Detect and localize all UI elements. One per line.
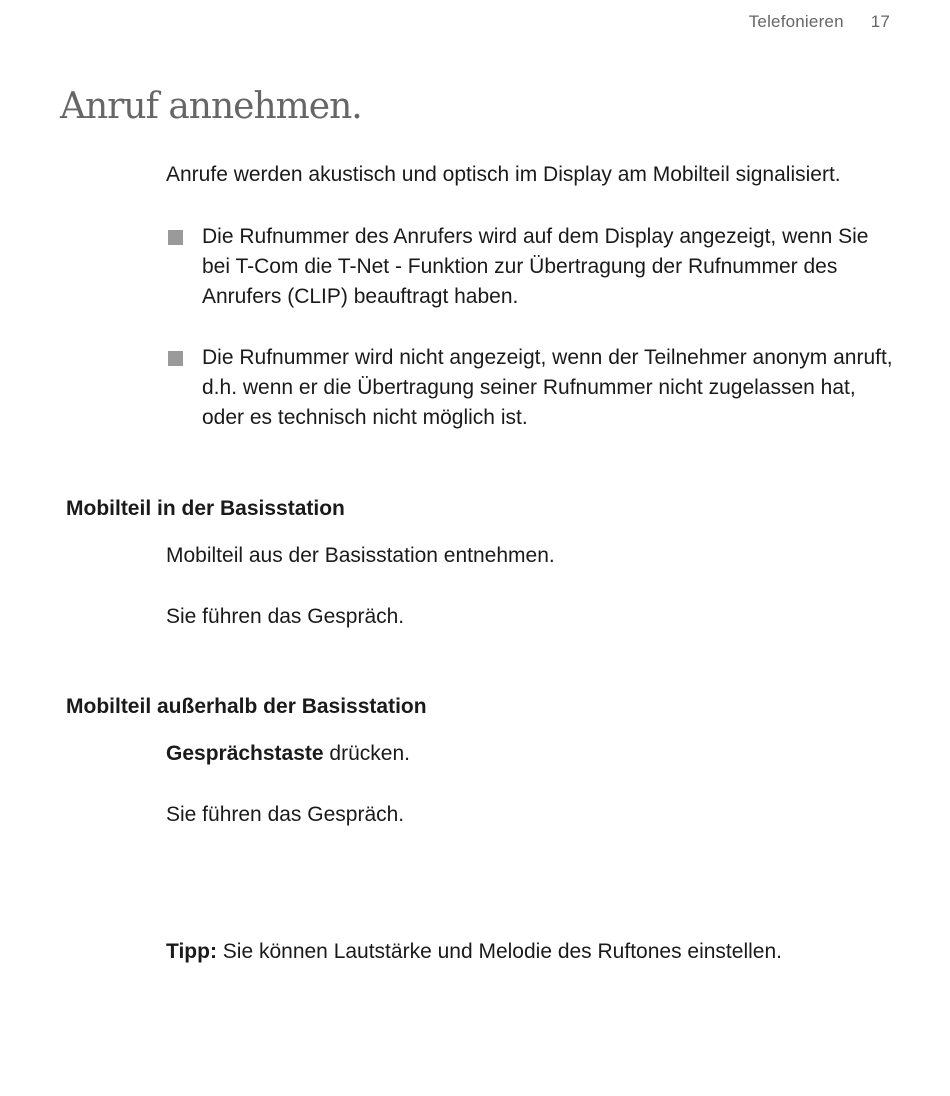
page-number: 17 (870, 12, 890, 31)
bullet-item-anonymous (166, 343, 894, 433)
step-talk: Sie führen das Gespräch. (166, 803, 405, 826)
intro-text: Anrufe werden akustisch und optisch im Display am Mobilteil signalisiert. (166, 163, 841, 186)
bullet-square-icon (168, 351, 183, 366)
step-press-rest: drücken. (323, 742, 410, 765)
page-header (749, 12, 890, 32)
tip-label: Tipp: (166, 940, 217, 963)
section-heading-in-base: Mobilteil in der Basisstation (66, 497, 345, 520)
tip-note (166, 937, 782, 967)
bullet-square-icon (168, 230, 183, 245)
bullet-text: Die Rufnummer wird nicht angezeigt, wenn der Teilnehmer anonym anruft, d.h. wenn er die Übertragung seiner Rufnummer nicht zugelassen hat, oder es technisch nicht möglich ist. (202, 346, 893, 429)
talk-key-label: Gesprächstaste (166, 742, 324, 765)
page-title: Anruf annehmen. (60, 86, 362, 127)
step-press-talk-key (166, 739, 410, 769)
section-heading-outside-base: Mobilteil außerhalb der Basisstation (66, 695, 427, 718)
step-take-handset: Mobilteil aus der Basisstation entnehmen. (166, 544, 555, 567)
bullet-text: Die Rufnummer des Anrufers wird auf dem Display angezeigt, wenn Sie bei T-Com die T-Net - Funktion zur Übertragung der Rufnummer des Anrufers (CLIP) beauftragt haben. (202, 225, 869, 308)
tip-text: Sie können Lautstärke und Melodie des Ruftones einstellen. (216, 940, 782, 963)
header-section-title: Telefonieren (748, 12, 844, 31)
step-talk: Sie führen das Gespräch. (166, 605, 405, 628)
bullet-item-clip (166, 222, 894, 312)
